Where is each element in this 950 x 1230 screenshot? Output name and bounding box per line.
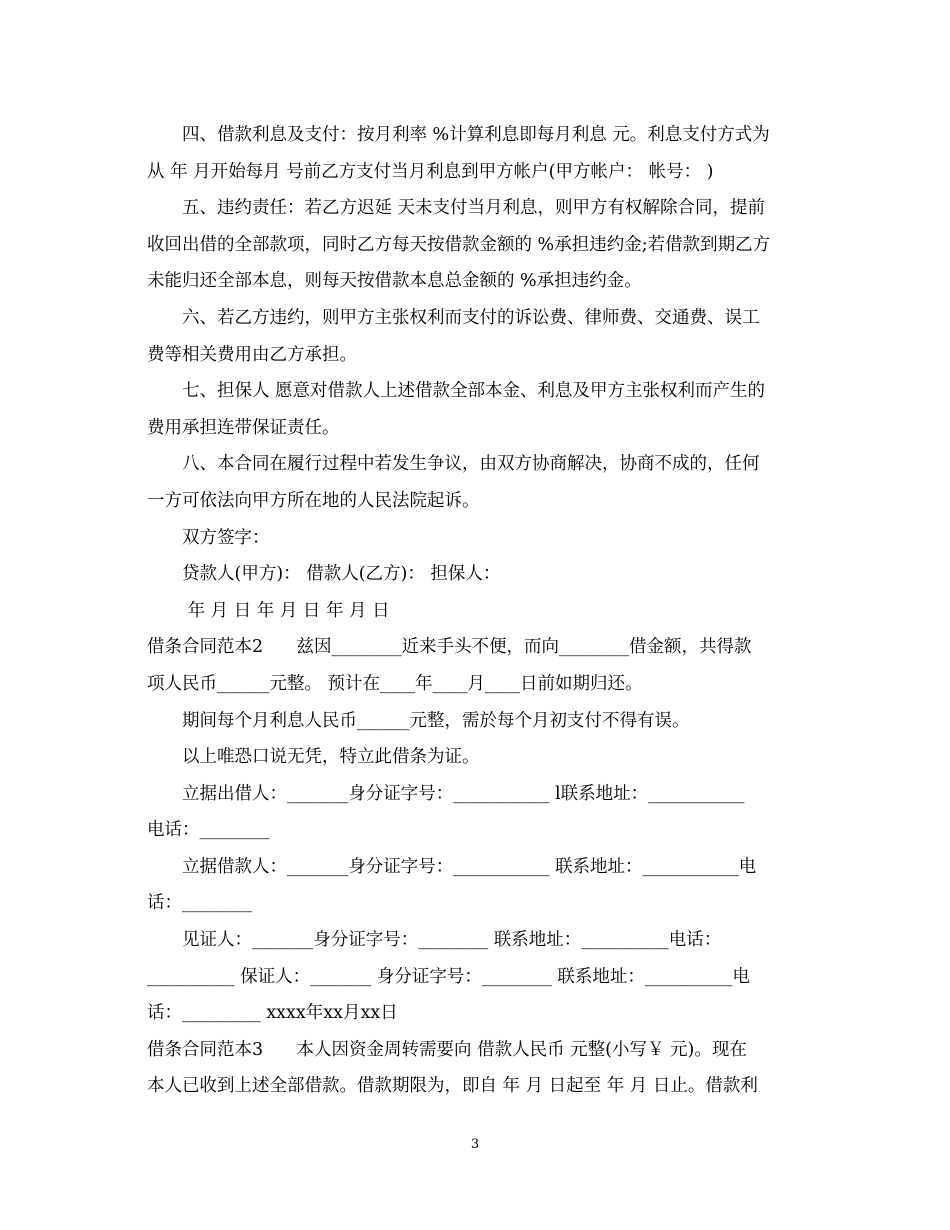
- clause-4-line-1: 四、借款利息及支付：按月利率 %计算利息即每月利息 元。利息支付方式为: [182, 125, 770, 145]
- clause-6-line-1: 六、若乙方违约，则甲方主张权利而支付的诉讼费、律师费、交通费、误工: [182, 307, 760, 328]
- borrower-info-line-2: 话：________: [147, 893, 252, 914]
- lender-info-line-2: 电话：________: [147, 820, 270, 841]
- date-line: 话：_________ xxxx年xx月xx日: [147, 1003, 398, 1024]
- signature-dates: 年 月 日 年 月 日 年 月 日: [182, 600, 390, 621]
- clause-8-line-1: 八、本合同在履行过程中若发生争议，由双方协商解决，协商不成的，任何: [182, 454, 760, 475]
- borrower-info-line-1: 立据借款人：_______身分证字号：___________ 联系地址：___________电: [182, 856, 757, 877]
- clause-4-line-2: 从 年 月开始每月 号前乙方支付当月利息到甲方帐户(甲方帐户： 帐号： ): [147, 161, 714, 182]
- template-2-line-1: 借条合同范本2 兹因________近来手头不便，而向________借金额，共得款: [147, 637, 752, 658]
- clause-7-line-2: 费用承担连带保证责任。: [147, 417, 340, 438]
- clause-5-line-2: 收回出借的全部款项，同时乙方每天按借款金额的 %承担违约金;若借款到期乙方: [147, 234, 771, 255]
- clause-5-line-1: 五、违约责任：若乙方迟延 天未支付当月利息，则甲方有权解除合同，提前: [182, 198, 766, 219]
- signature-heading: 双方签字：: [182, 527, 270, 548]
- clause-8-line-2: 一方可依法向甲方所在地的人民法院起诉。: [147, 490, 480, 511]
- template-2-interest-line: 期间每个月利息人民币______元整，需於每个月初支付不得有误。: [182, 710, 690, 731]
- signature-parties: 贷款人(甲方)： 借款人(乙方)： 担保人：: [182, 564, 501, 585]
- page-number: 3: [470, 1137, 480, 1152]
- clause-5-line-3: 未能归还全部本息，则每天按借款本息总金额的 %承担违约金。: [147, 271, 642, 292]
- template-3-line-2: 本人已收到上述全部借款。借款期限为，即自 年 月 日起至 年 月 日止。借款利: [147, 1076, 758, 1097]
- template-2-line-2: 项人民币______元整。 预计在____年____月____日前如期归还。: [147, 673, 643, 694]
- clause-6-line-2: 费等相关费用由乙方承担。: [147, 344, 357, 365]
- witness-info-line-1: 见证人：_______身分证字号：________ 联系地址：__________电话：: [182, 930, 722, 951]
- clause-7-line-1: 七、担保人 愿意对借款人上述借款全部本金、利息及甲方主张权利而产生的: [182, 381, 766, 402]
- guarantor-info-line: __________ 保证人：_______ 身分证字号：________ 联系地址：__________电: [147, 966, 750, 987]
- template-2-proof-line: 以上唯恐口说无凭，特立此借条为证。: [182, 747, 480, 768]
- template-3-line-1: 借条合同范本3 本人因资金周转需要向 借款人民币 元整(小写￥ 元)。现在: [147, 1039, 747, 1060]
- document-body: [147, 117, 807, 1105]
- lender-info-line-1: 立据出借人：_______身分证字号：___________ l联系地址：___________: [182, 783, 745, 804]
